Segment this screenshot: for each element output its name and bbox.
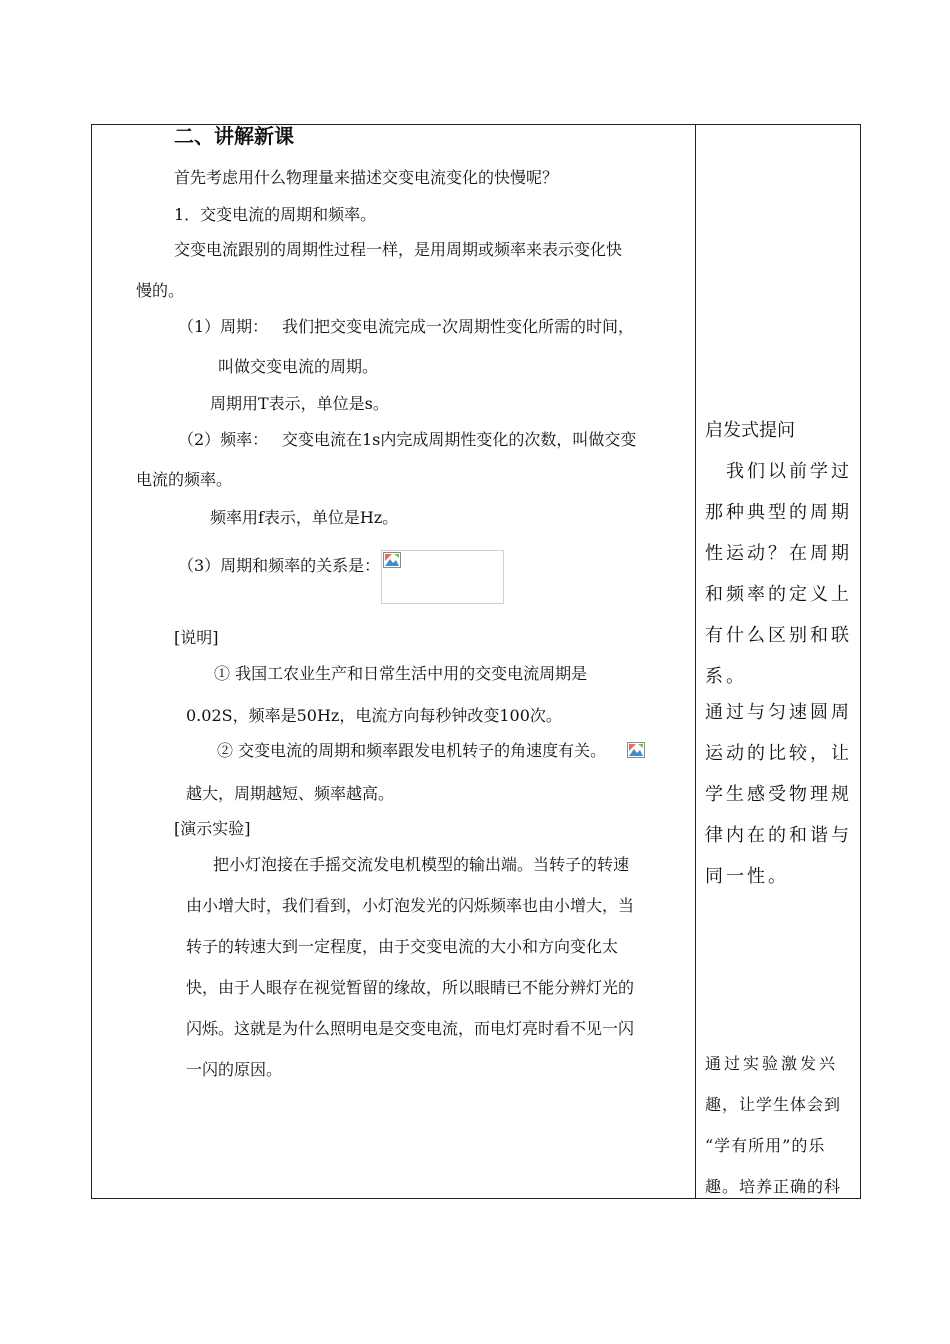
side-line: 通过实验激发兴 <box>705 1054 839 1073</box>
side-line: 有什么区别和联 <box>705 625 852 646</box>
broken-image-icon <box>627 742 645 758</box>
teaching-note-heuristic <box>705 410 855 697</box>
side-line: 我们以前学过 <box>705 461 852 482</box>
side-line: 和频率的定义上 <box>705 584 852 605</box>
demo-line: 闪烁。这就是为什么照明电是交变电流，而电灯亮时看不见一闪 <box>186 1019 635 1038</box>
side-line: “学有所用”的乐 <box>705 1136 826 1155</box>
teaching-note-experiment <box>705 1043 855 1207</box>
period-definition: 我们把交变电流完成一次周期性变化所需的时间， <box>282 317 635 336</box>
teaching-note-comparison <box>705 692 855 897</box>
demo-line: 把小灯泡接在手摇交流发电机模型的输出端。当转子的转速 <box>213 855 630 874</box>
note-item: 越大，周期越短、频率越高。 <box>186 784 395 803</box>
side-line: 学生感受物理规 <box>705 784 852 805</box>
demo-line: 快，由于人眼存在视觉暂留的缘故，所以眼睛已不能分辨灯光的 <box>186 978 635 997</box>
side-line: 通过与匀速圆周 <box>705 702 852 723</box>
broken-image-icon <box>383 552 401 568</box>
demo-line: 由小增大时，我们看到，小灯泡发光的闪烁频率也由小增大，当 <box>186 896 635 915</box>
column-divider <box>695 124 696 1199</box>
note-title: [说明] <box>174 628 219 647</box>
demo-title: [演示实验] <box>174 819 251 838</box>
side-line: 运动的比较，让 <box>705 743 852 764</box>
side-line: 启发式提问 <box>705 420 795 441</box>
demo-line: 转子的转速大到一定程度，由于交变电流的大小和方向变化太 <box>186 937 619 956</box>
side-line: 律内在的和谐与 <box>705 825 852 846</box>
side-line: 性运动？在周期 <box>705 543 852 564</box>
note-item: 0.02S，频率是50Hz，电流方向每秒钟改变100次。 <box>186 706 562 725</box>
period-label: （1）周期： <box>178 317 269 336</box>
paragraph-line: 慢的。 <box>136 281 185 300</box>
paragraph-line: 交变电流跟别的周期性过程一样，是用周期或频率来表示变化快 <box>174 240 623 259</box>
frequency-definition: 电流的频率。 <box>136 470 233 489</box>
period-unit: 周期用T表示，单位是s。 <box>210 394 389 413</box>
period-definition: 叫做交变电流的周期。 <box>218 357 379 376</box>
topic-title: 1．交变电流的周期和频率。 <box>174 205 377 224</box>
note-item: ① 我国工农业生产和日常生活中用的交变电流周期是 <box>214 664 588 683</box>
section-heading: 二、讲解新课 <box>174 124 294 148</box>
demo-line: 一闪的原因。 <box>186 1060 283 1079</box>
frequency-definition: 交变电流在1s内完成周期性变化的次数，叫做交变 <box>282 430 637 449</box>
frequency-label: （2）频率： <box>178 430 269 449</box>
side-line: 那种典型的周期 <box>705 502 852 523</box>
relation-label: （3）周期和频率的关系是： <box>178 556 381 575</box>
side-line: 同一性。 <box>705 866 789 887</box>
side-line: 趣，让学生体会到 <box>705 1095 842 1114</box>
intro-question: 首先考虑用什么物理量来描述交变电流变化的快慢呢？ <box>174 168 559 187</box>
side-line: 趣。培养正确的科 <box>705 1177 842 1196</box>
note-item: ② 交变电流的周期和频率跟发电机转子的角速度有关。 <box>217 741 607 760</box>
frequency-unit: 频率用f表示，单位是Hz。 <box>210 508 399 527</box>
side-line: 系。 <box>705 666 747 687</box>
